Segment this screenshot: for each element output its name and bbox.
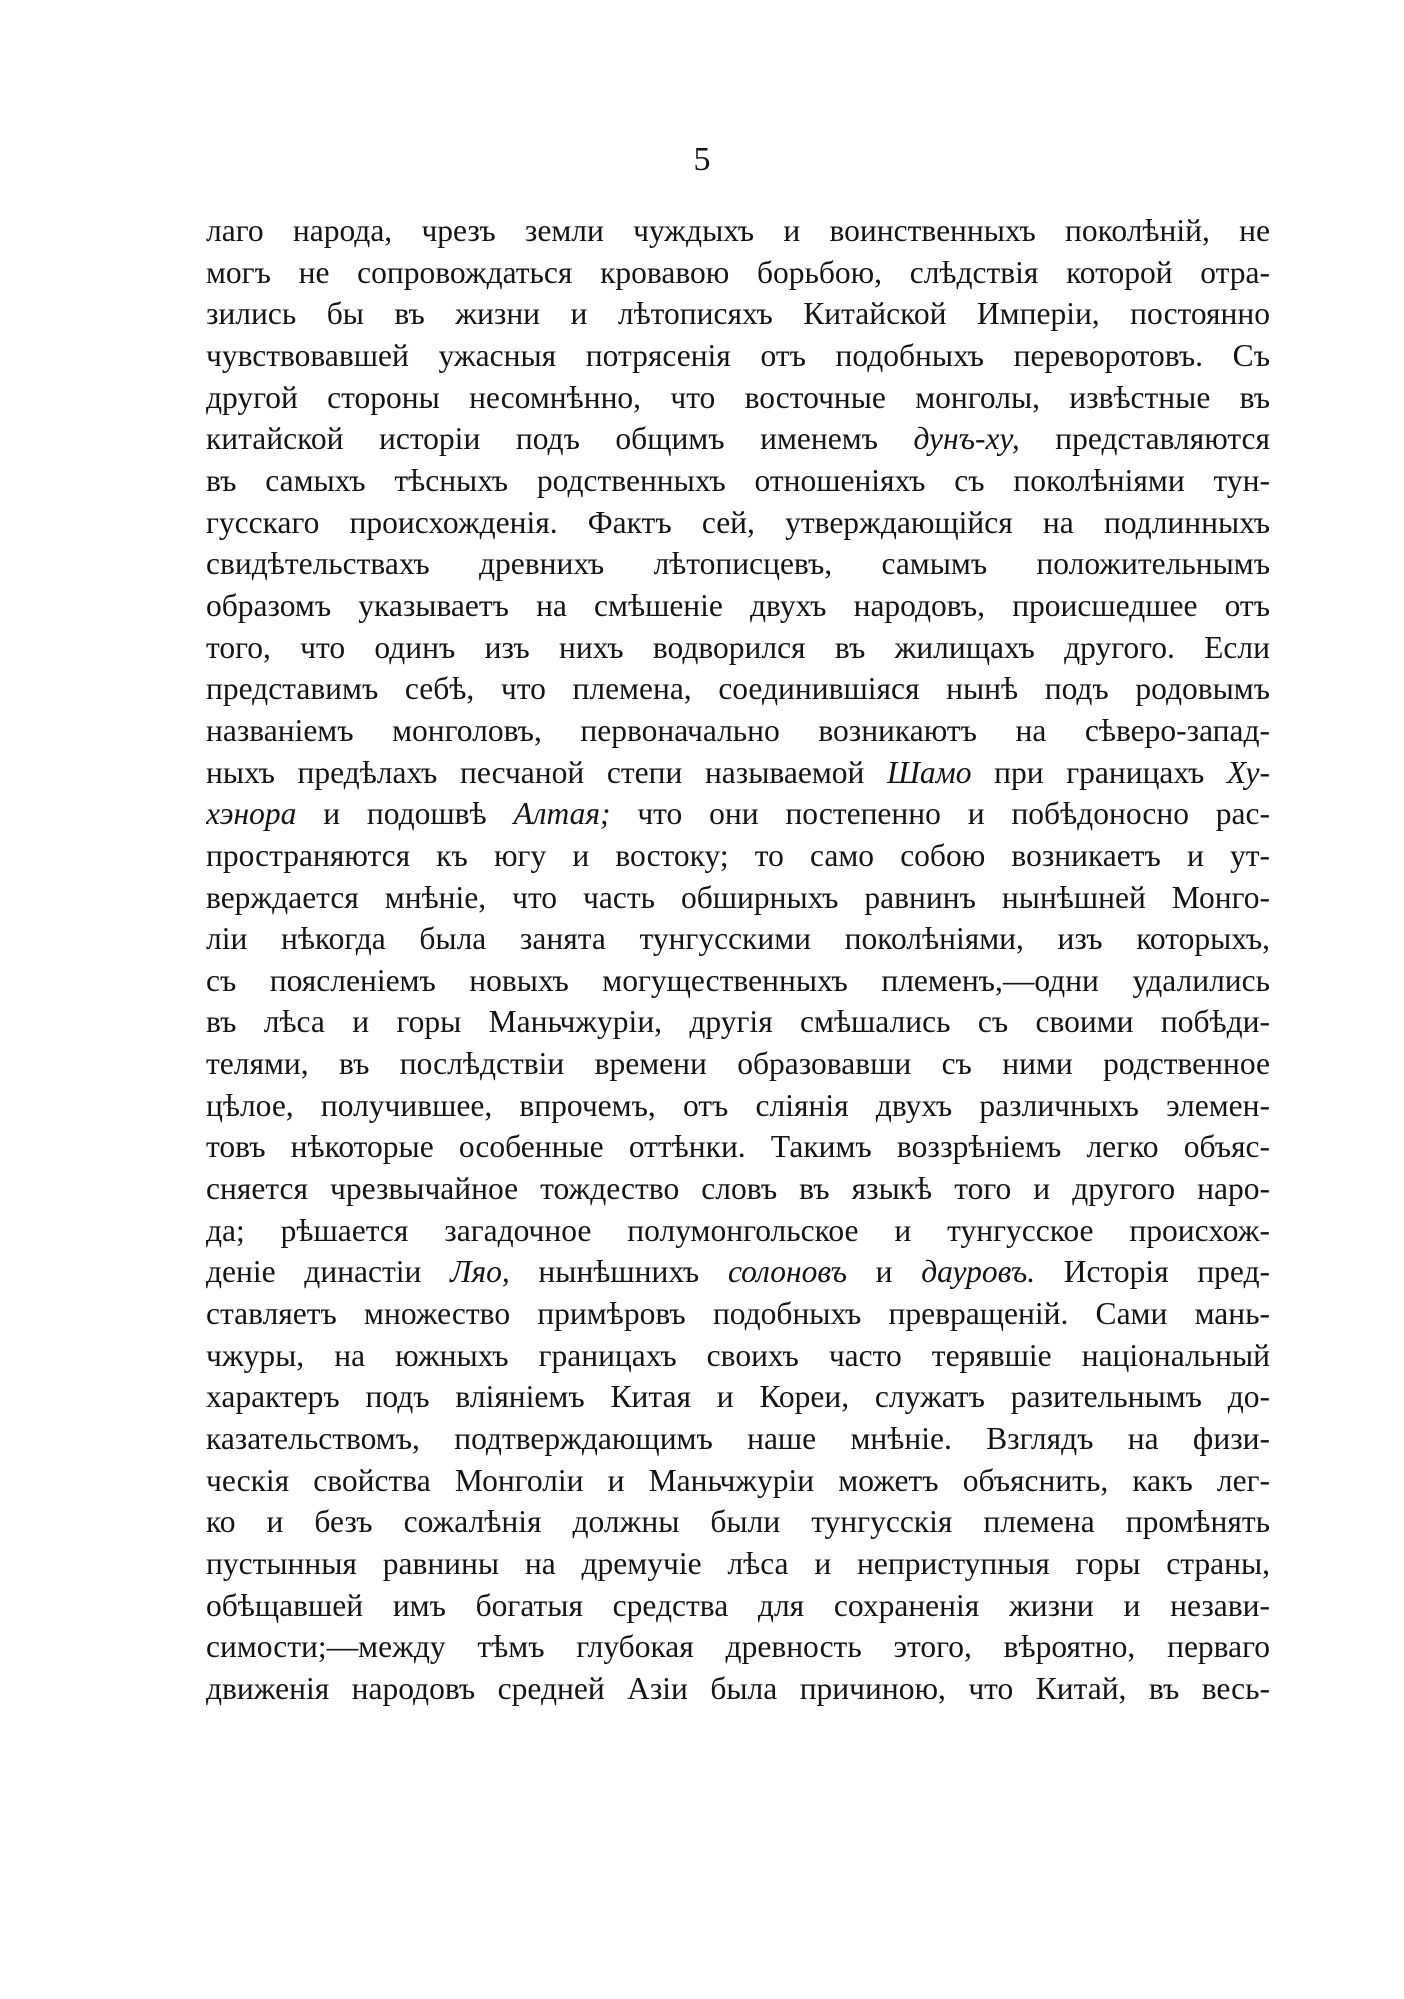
text-line: [206, 1335, 1270, 1377]
text-run: симости;—между тѣмъ глубокая древность этого, вѣроятно, перваго: [206, 1629, 1270, 1665]
text-run: обѣщавшей имъ богатыя средства для сохраненія жизни и незави-: [206, 1587, 1270, 1623]
text-line: [206, 1251, 1270, 1293]
text-run: характеръ подъ вліяніемъ Китая и Кореи, служатъ разительнымъ до-: [206, 1379, 1270, 1415]
text-run: китайской исторіи подъ общимъ именемъ: [206, 421, 914, 457]
text-run: лаго народа, чрезъ земли чуждыхъ и воинственныхъ поколѣній, не: [206, 213, 1270, 248]
text-run: деніе династіи: [206, 1254, 451, 1290]
text-run: товъ нѣкоторые особенные оттѣнки. Такимъ воззрѣніемъ легко объяс-: [206, 1129, 1270, 1165]
text-line: [206, 1626, 1270, 1668]
text-run: названіемъ монголовъ, первоначально возникаютъ на сѣверо-запад-: [206, 712, 1270, 748]
text-run: казательствомъ, подтверждающимъ наше мнѣніе. Взглядъ на физи-: [206, 1421, 1270, 1457]
text-run: другой стороны несомнѣнно, что восточные монголы, извѣстные въ: [206, 379, 1270, 415]
page-number: 5: [693, 141, 711, 178]
text-line: [206, 418, 1270, 460]
body-text: [206, 210, 1270, 1710]
text-line: [206, 1501, 1270, 1543]
text-run: движенія народовъ средней Азіи была причиною, что Китай, въ весь-: [206, 1670, 1270, 1706]
text-line: [206, 1668, 1270, 1710]
text-line: [206, 1376, 1270, 1418]
text-run: ставляетъ множество примѣровъ подобныхъ превращеній. Сами мань-: [206, 1296, 1270, 1332]
italic-term: Шамо: [887, 754, 972, 790]
text-run: пустынныя равнины на дремучіе лѣса и неприступныя горы страны,: [206, 1546, 1270, 1581]
text-line: [206, 877, 1270, 919]
text-run: ныхъ предѣлахъ песчаной степи называемой: [206, 754, 887, 790]
text-run: и: [846, 1254, 922, 1290]
text-run: верждается мнѣніе, что часть обширныхъ равнинъ нынѣшней Монго-: [206, 879, 1270, 915]
text-line: [206, 1168, 1270, 1210]
italic-term: дунъ-ху,: [913, 421, 1020, 457]
text-run: могъ не сопровождаться кровавою борьбою, слѣдствія которой отра-: [206, 254, 1270, 290]
text-run: и подошвѣ: [296, 796, 514, 832]
text-run: свидѣтельствахъ древнихъ лѣтописцевъ, самымъ положительнымъ: [206, 546, 1270, 582]
text-run: съ поясленіемъ новыхъ могущественныхъ племенъ,—одни удалились: [206, 962, 1270, 998]
text-run: гусскаго происхожденія. Фактъ сей, утверждающійся на подлинныхъ: [206, 504, 1270, 540]
text-line: [206, 210, 1270, 252]
text-run: при границахъ: [971, 754, 1227, 790]
text-run: въ лѣса и горы Маньчжуріи, другія смѣшались съ своими побѣди-: [206, 1004, 1270, 1040]
text-line: [206, 793, 1270, 835]
text-line: [206, 252, 1270, 294]
text-run: пространяются къ югу и востоку; то само собою возникаетъ и ут-: [206, 837, 1270, 873]
text-line: [206, 335, 1270, 377]
text-line: [206, 377, 1270, 419]
italic-term: дауровъ.: [921, 1254, 1036, 1290]
text-line: [206, 585, 1270, 627]
text-run: ко и безъ сожалѣнія должны были тунгусскія племена промѣнять: [206, 1504, 1270, 1540]
text-line: [206, 1543, 1270, 1585]
text-run: Исторія пред-: [1035, 1254, 1270, 1290]
text-run: въ самыхъ тѣсныхъ родственныхъ отношеніяхъ съ поколѣніями тун-: [206, 462, 1270, 498]
text-line: [206, 460, 1270, 502]
text-line: [206, 1585, 1270, 1627]
text-line: [206, 1418, 1270, 1460]
italic-term: Ляо,: [450, 1254, 510, 1290]
text-run: телями, въ послѣдствіи времени образовавши съ ними родственное: [206, 1046, 1270, 1082]
text-line: [206, 1043, 1270, 1085]
text-run: ліи нѣкогда была занята тунгусскими поколѣніями, изъ которыхъ,: [206, 921, 1270, 957]
text-run: чжуры, на южныхъ границахъ своихъ часто терявшіе національный: [206, 1337, 1270, 1373]
text-run: сняется чрезвычайное тождество словъ въ языкѣ того и другого наро-: [206, 1171, 1270, 1207]
text-run: что они постепенно и побѣдоносно рас-: [610, 796, 1270, 832]
text-run: да; рѣшается загадочное полумонгольское и тунгусское происхож-: [206, 1212, 1270, 1248]
italic-term: солоновъ: [727, 1254, 847, 1290]
text-line: [206, 543, 1270, 585]
text-line: [206, 668, 1270, 710]
text-line: [206, 1001, 1270, 1043]
text-run: нынѣшнихъ: [509, 1254, 728, 1290]
italic-term: хэнора: [206, 796, 297, 832]
text-line: [206, 960, 1270, 1002]
text-line: [206, 627, 1270, 669]
text-line: [206, 710, 1270, 752]
text-line: [206, 1085, 1270, 1127]
text-line: [206, 752, 1270, 794]
text-line: [206, 918, 1270, 960]
text-run: того, что одинъ изъ нихъ водворился въ жилищахъ другого. Если: [206, 629, 1270, 665]
text-run: представляются: [1019, 421, 1270, 457]
text-run: ческія свойства Монголіи и Маньчжуріи можетъ объяснить, какъ лег-: [206, 1462, 1270, 1498]
text-line: [206, 502, 1270, 544]
text-run: зились бы въ жизни и лѣтописяхъ Китайской Имперіи, постоянно: [206, 296, 1270, 332]
italic-term: Алтая;: [513, 796, 611, 832]
text-line: [206, 1210, 1270, 1252]
italic-term: Ху-: [1226, 754, 1270, 790]
text-run: цѣлое, получившее, впрочемъ, отъ сліянія двухъ различныхъ элемен-: [206, 1087, 1270, 1123]
text-line: [206, 835, 1270, 877]
text-run: образомъ указываетъ на смѣшеніе двухъ народовъ, происшедшее отъ: [206, 587, 1270, 623]
text-line: [206, 1460, 1270, 1502]
text-line: [206, 1293, 1270, 1335]
text-run: чувствовавшей ужасныя потрясенія отъ подобныхъ переворотовъ. Съ: [206, 337, 1270, 373]
text-line: [206, 1126, 1270, 1168]
text-run: представимъ себѣ, что племена, соединившіяся нынѣ подъ родовымъ: [206, 671, 1270, 707]
text-line: [206, 293, 1270, 335]
